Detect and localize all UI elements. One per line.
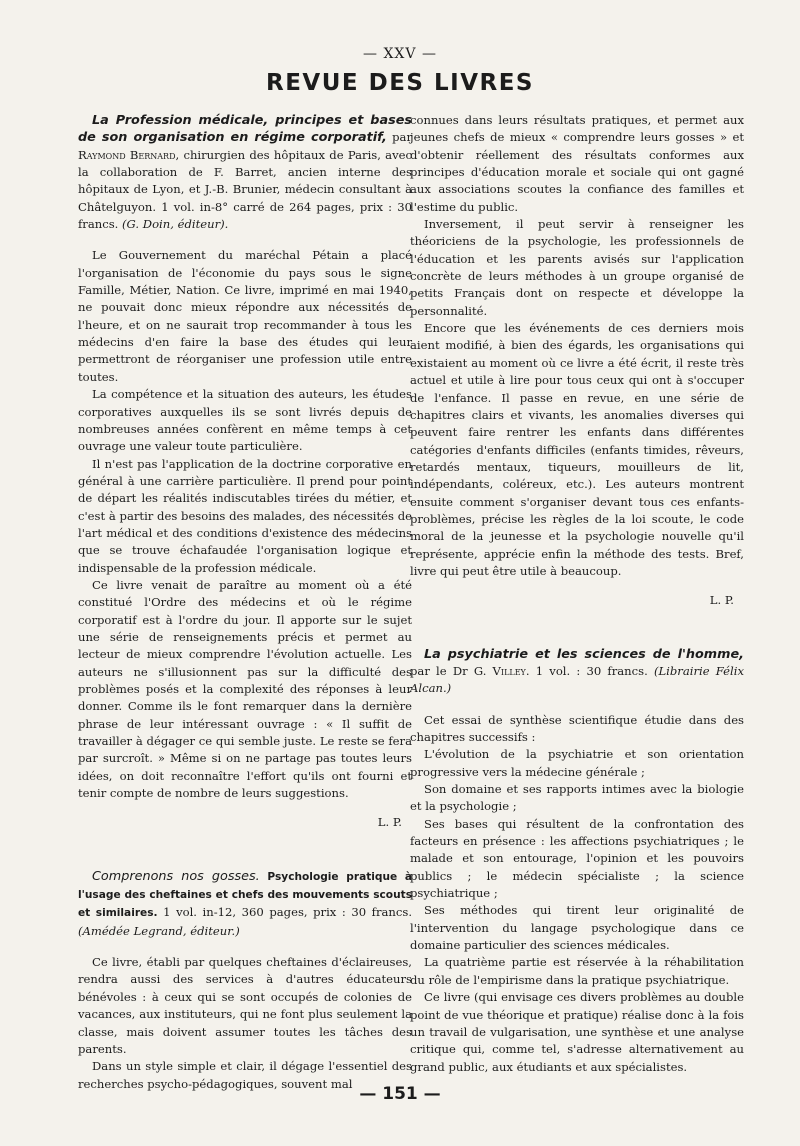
review-2-publisher: (Amédée Legrand, éditeur.) <box>78 923 240 938</box>
page-title: REVUE DES LIVRES <box>266 70 534 96</box>
review-3-header <box>410 646 744 698</box>
review-2-title: Comprenons nos gosses. <box>92 868 260 884</box>
review-1-paragraph: Le Gouvernement du maréchal Pétain a placé l'organisation de l'économie du pays sous le signe Famille, Métier, Nation. Ce livre, imprimé en mai 1940, ne pouvait donc mieux répondre aux nécessités de l'heure, et on ne saurait trop recommander à tous les médecins d'en faire la base des études qui leur permettront de réorganiser une profession utile entre toutes. <box>78 248 412 384</box>
review-2-header <box>78 868 412 940</box>
review-2-details: 1 vol. in-12, 360 pages, prix : 30 francs. <box>163 905 413 920</box>
review-1-author: Raymond Bernard <box>78 147 176 162</box>
review-3-title: La psychiatrie et les sciences de l'homme, <box>424 646 744 662</box>
review-1-title: La Profession médicale, principes et bases de son organisation en régime corporatif, <box>78 113 412 146</box>
page-number: — 151 — <box>359 1084 441 1104</box>
left-column <box>78 112 412 1093</box>
right-column <box>410 112 744 1076</box>
review-1-paragraph: Ce livre venait de paraître au moment où a été constitué l'Ordre des médecins et où le régime corporatif est à l'ordre du jour. Il apporte sur le sujet une série de renseignements précis et permet au lecteur de mieux comprendre l'évolution actuelle. Les auteurs ne s'illusionnent pas sur la difficulté des problèmes posés et la complexité des réponses à leur donner. Comme ils le font remarquer dans la dernière phrase de leur intéressant ouvrage : « Il suffit de travailler à dégager ce qui semble juste. Le reste se fera par surcroît. » Même si on ne partage pas toutes leurs idées, on doit reconnaître l'effort qu'ils ont fourni et tenir compte de nombre de leurs suggestions. <box>78 577 412 801</box>
review-2-paragraph: Inversement, il peut servir à renseigner les théoriciens de la psychologie, les professionnels de l'éducation et les parents avisés sur l'application concrète de leurs méthodes à un groupe organisé de petits Français dont on respecte et développe la personnalité. <box>410 217 744 318</box>
review-2-subtitle: Psychologie pratique à l'usage des cheftaines et chefs des mouvements scouts et similaires. <box>78 870 413 920</box>
review-2-paragraph: Encore que les événements de ces derniers mois aient modifié, à bien des égards, les organisations qui existaient au moment où ce livre a été écrit, il reste très actuel et utile à lire pour tous ceux qui ont à s'occuper de l'enfance. Il passe en revue, en une série de chapitres clairs et vivants, les anomalies diverses qui peuvent faire rentrer les enfants dans différentes catégories d'enfants difficiles (enfants timides, rêveurs, retardés mentaux, tiqueurs, mouilleurs de lit, indépendants, coléreux, etc.). Les auteurs montrent ensuite comment s'organiser devant tous ces enfants-problèmes, précise les règles de la loi scoute, le code moral de la jeunesse et la psychologie nouvelle qu'il représente, apprécie enfin la méthode des tests. Bref, livre qui peut être utile à beaucoup. <box>410 321 744 578</box>
review-1-header <box>78 112 412 233</box>
review-2-signature: L. P. <box>709 593 734 608</box>
page-roman-numeral: — XXV — <box>363 46 437 62</box>
review-1-paragraph: Il n'est pas l'application de la doctrine corporative en général à une carrière particulière. Il prend pour point de départ les réalités indiscutables tirées du métier, et c'est à partir des besoins des malades, des nécessités de l'art médical et des conditions d'existence des médecins que se trouve échafaudée l'organisation logique et indispensable de la profession médicale. <box>78 456 412 575</box>
review-3-chapter: Ses bases qui résultent de la confrontation des facteurs en présence : les affections psychiatriques ; le malade et son entourage, l'opinion et les pouvoirs publics ; le médecin spécialiste ; la science psychiatrique ; <box>410 816 744 901</box>
review-3-chapter: Son domaine et ses rapports intimes avec la biologie et la psychologie ; <box>410 782 744 814</box>
review-1-signature: L. P. <box>377 815 402 830</box>
review-2-paragraph: Dans un style simple et clair, il dégage l'essentiel des recherches psycho-pédagogiques, souvent mal <box>78 1059 412 1091</box>
review-3-chapter: La quatrième partie est réservée à la réhabilitation du rôle de l'empirisme dans la pratique psychiatrique. <box>410 955 744 987</box>
review-1-publisher: (G. Doin, éditeur). <box>122 217 229 232</box>
review-3-author: G. Villey <box>473 663 526 678</box>
review-3-chapter: Ce livre (qui envisage ces divers problèmes au double point de vue théorique et pratique) réalise donc à la fois un travail de vulgarisation, une synthèse et une analyse critique qui, comme tel, s'adresse alternativement au grand public, aux étudiants et aux spécialistes. <box>410 990 744 1074</box>
review-1-byline-rest: , chirurgien des hôpitaux de Paris, avec la collaboration de F. Barret, ancien interne des hôpitaux de Lyon, et J.-B. Brunier, médecin consultant à Châtelguyon. 1 vol. in-8° carré de 264 pages, prix : 30 francs. <box>78 147 412 232</box>
review-3-publisher: (Librairie Félix Alcan.) <box>410 663 744 696</box>
review-3-chapter: L'évolution de la psychiatrie et son orientation progressive vers la médecine générale ; <box>410 747 744 779</box>
review-3-chapter: Ses méthodes qui tirent leur originalité de l'intervention du langage psychologique dans ce domaine particulier des sciences médicales. <box>410 903 744 953</box>
review-3-intro: Cet essai de synthèse scientifique étudie dans des chapitres successifs : <box>410 712 744 744</box>
review-2-paragraph: Ce livre, établi par quelques cheftaines d'éclaireuses, rendra aussi des services à d'autres éducateurs bénévoles : à ceux qui se sont occupés de colonies de vacances, aux instituteurs, qui ne font plus seulement la classe, mais doivent assumer toutes les tâches des parents. <box>78 955 412 1056</box>
review-3-byline-pre: par le Dr <box>410 663 468 678</box>
review-2-paragraph: connues dans leurs résultats pratiques, et permet aux jeunes chefs de mieux « comprendre leurs gosses » et d'obtenir réellement des résultats conformes aux principes d'éducation morale et sociale qui ont gagné aux associations scoutes la confiance des familles et l'estime du public. <box>410 113 744 214</box>
review-3-details: . 1 vol. : 30 francs. <box>525 663 648 678</box>
review-1-paragraph: La compétence et la situation des auteurs, les études corporatives auxquelles ils se sont livrés depuis de nombreuses années confèrent en même temps à cet ouvrage une valeur toute particulière. <box>78 387 412 454</box>
review-1-byline-pre: par <box>392 130 412 145</box>
